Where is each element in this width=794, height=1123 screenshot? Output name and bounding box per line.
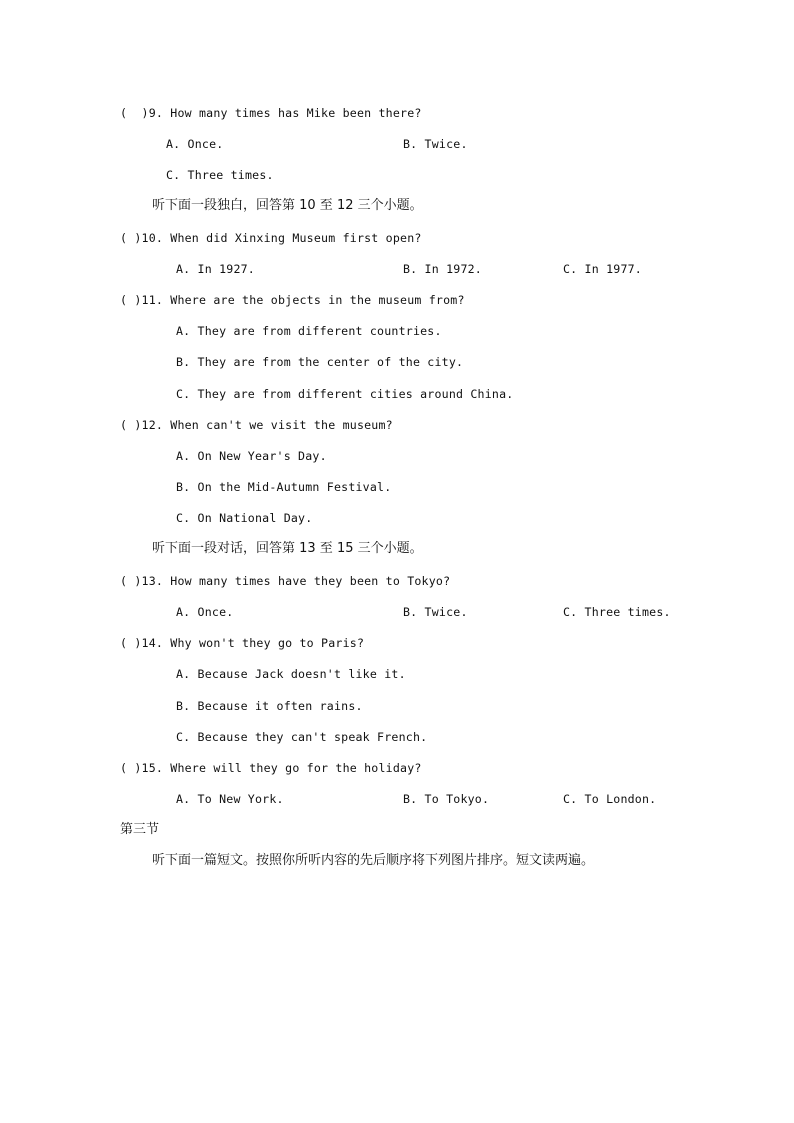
question-15-option-c: C. To London. bbox=[563, 792, 657, 806]
question-14-option-b: B. Because it often rains. bbox=[176, 699, 363, 713]
question-15-stem: ( )15. Where will they go for the holiday? bbox=[120, 761, 422, 775]
question-13-option-c: C. Three times. bbox=[563, 605, 671, 619]
question-12-option-a: A. On New Year's Day. bbox=[176, 449, 327, 463]
question-9-option-b: B. Twice. bbox=[403, 137, 468, 151]
question-11-option-a: A. They are from different countries. bbox=[176, 324, 442, 338]
question-10-option-c: C. In 1977. bbox=[563, 262, 642, 276]
question-10-option-b: B. In 1972. bbox=[403, 262, 482, 276]
question-12-stem: ( )12. When can't we visit the museum? bbox=[120, 418, 393, 432]
question-11-option-b: B. They are from the center of the city. bbox=[176, 355, 464, 369]
question-15-option-b: B. To Tokyo. bbox=[403, 792, 490, 806]
question-13-stem: ( )13. How many times have they been to Tokyo? bbox=[120, 574, 451, 588]
section-3-heading: 第三节 bbox=[120, 822, 160, 837]
section-instruction-3: 听下面一篇短文。按照你所听内容的先后顺序将下列图片排序。短文读两遍。 bbox=[152, 853, 595, 868]
question-10-stem: ( )10. When did Xinxing Museum first open? bbox=[120, 231, 422, 245]
question-10-option-a: A. In 1927. bbox=[176, 262, 255, 276]
question-11-stem: ( )11. Where are the objects in the museum from? bbox=[120, 293, 465, 307]
question-12-option-c: C. On National Day. bbox=[176, 511, 313, 525]
question-14-option-a: A. Because Jack doesn't like it. bbox=[176, 667, 406, 681]
question-13-option-b: B. Twice. bbox=[403, 605, 468, 619]
question-11-option-c: C. They are from different cities around China. bbox=[176, 387, 514, 401]
section-instruction-2: 听下面一段对话，回答第 13 至 15 三个小题。 bbox=[152, 541, 423, 556]
question-15-option-a: A. To New York. bbox=[176, 792, 284, 806]
question-14-option-c: C. Because they can't speak French. bbox=[176, 730, 428, 744]
question-14-stem: ( )14. Why won't they go to Paris? bbox=[120, 636, 365, 650]
question-9-stem: ( )9. How many times has Mike been there? bbox=[120, 106, 422, 120]
question-9-option-c: C. Three times. bbox=[166, 168, 274, 182]
question-12-option-b: B. On the Mid-Autumn Festival. bbox=[176, 480, 392, 494]
question-13-option-a: A. Once. bbox=[176, 605, 234, 619]
question-9-option-a: A. Once. bbox=[166, 137, 224, 151]
section-instruction-1: 听下面一段独白，回答第 10 至 12 三个小题。 bbox=[152, 198, 423, 213]
